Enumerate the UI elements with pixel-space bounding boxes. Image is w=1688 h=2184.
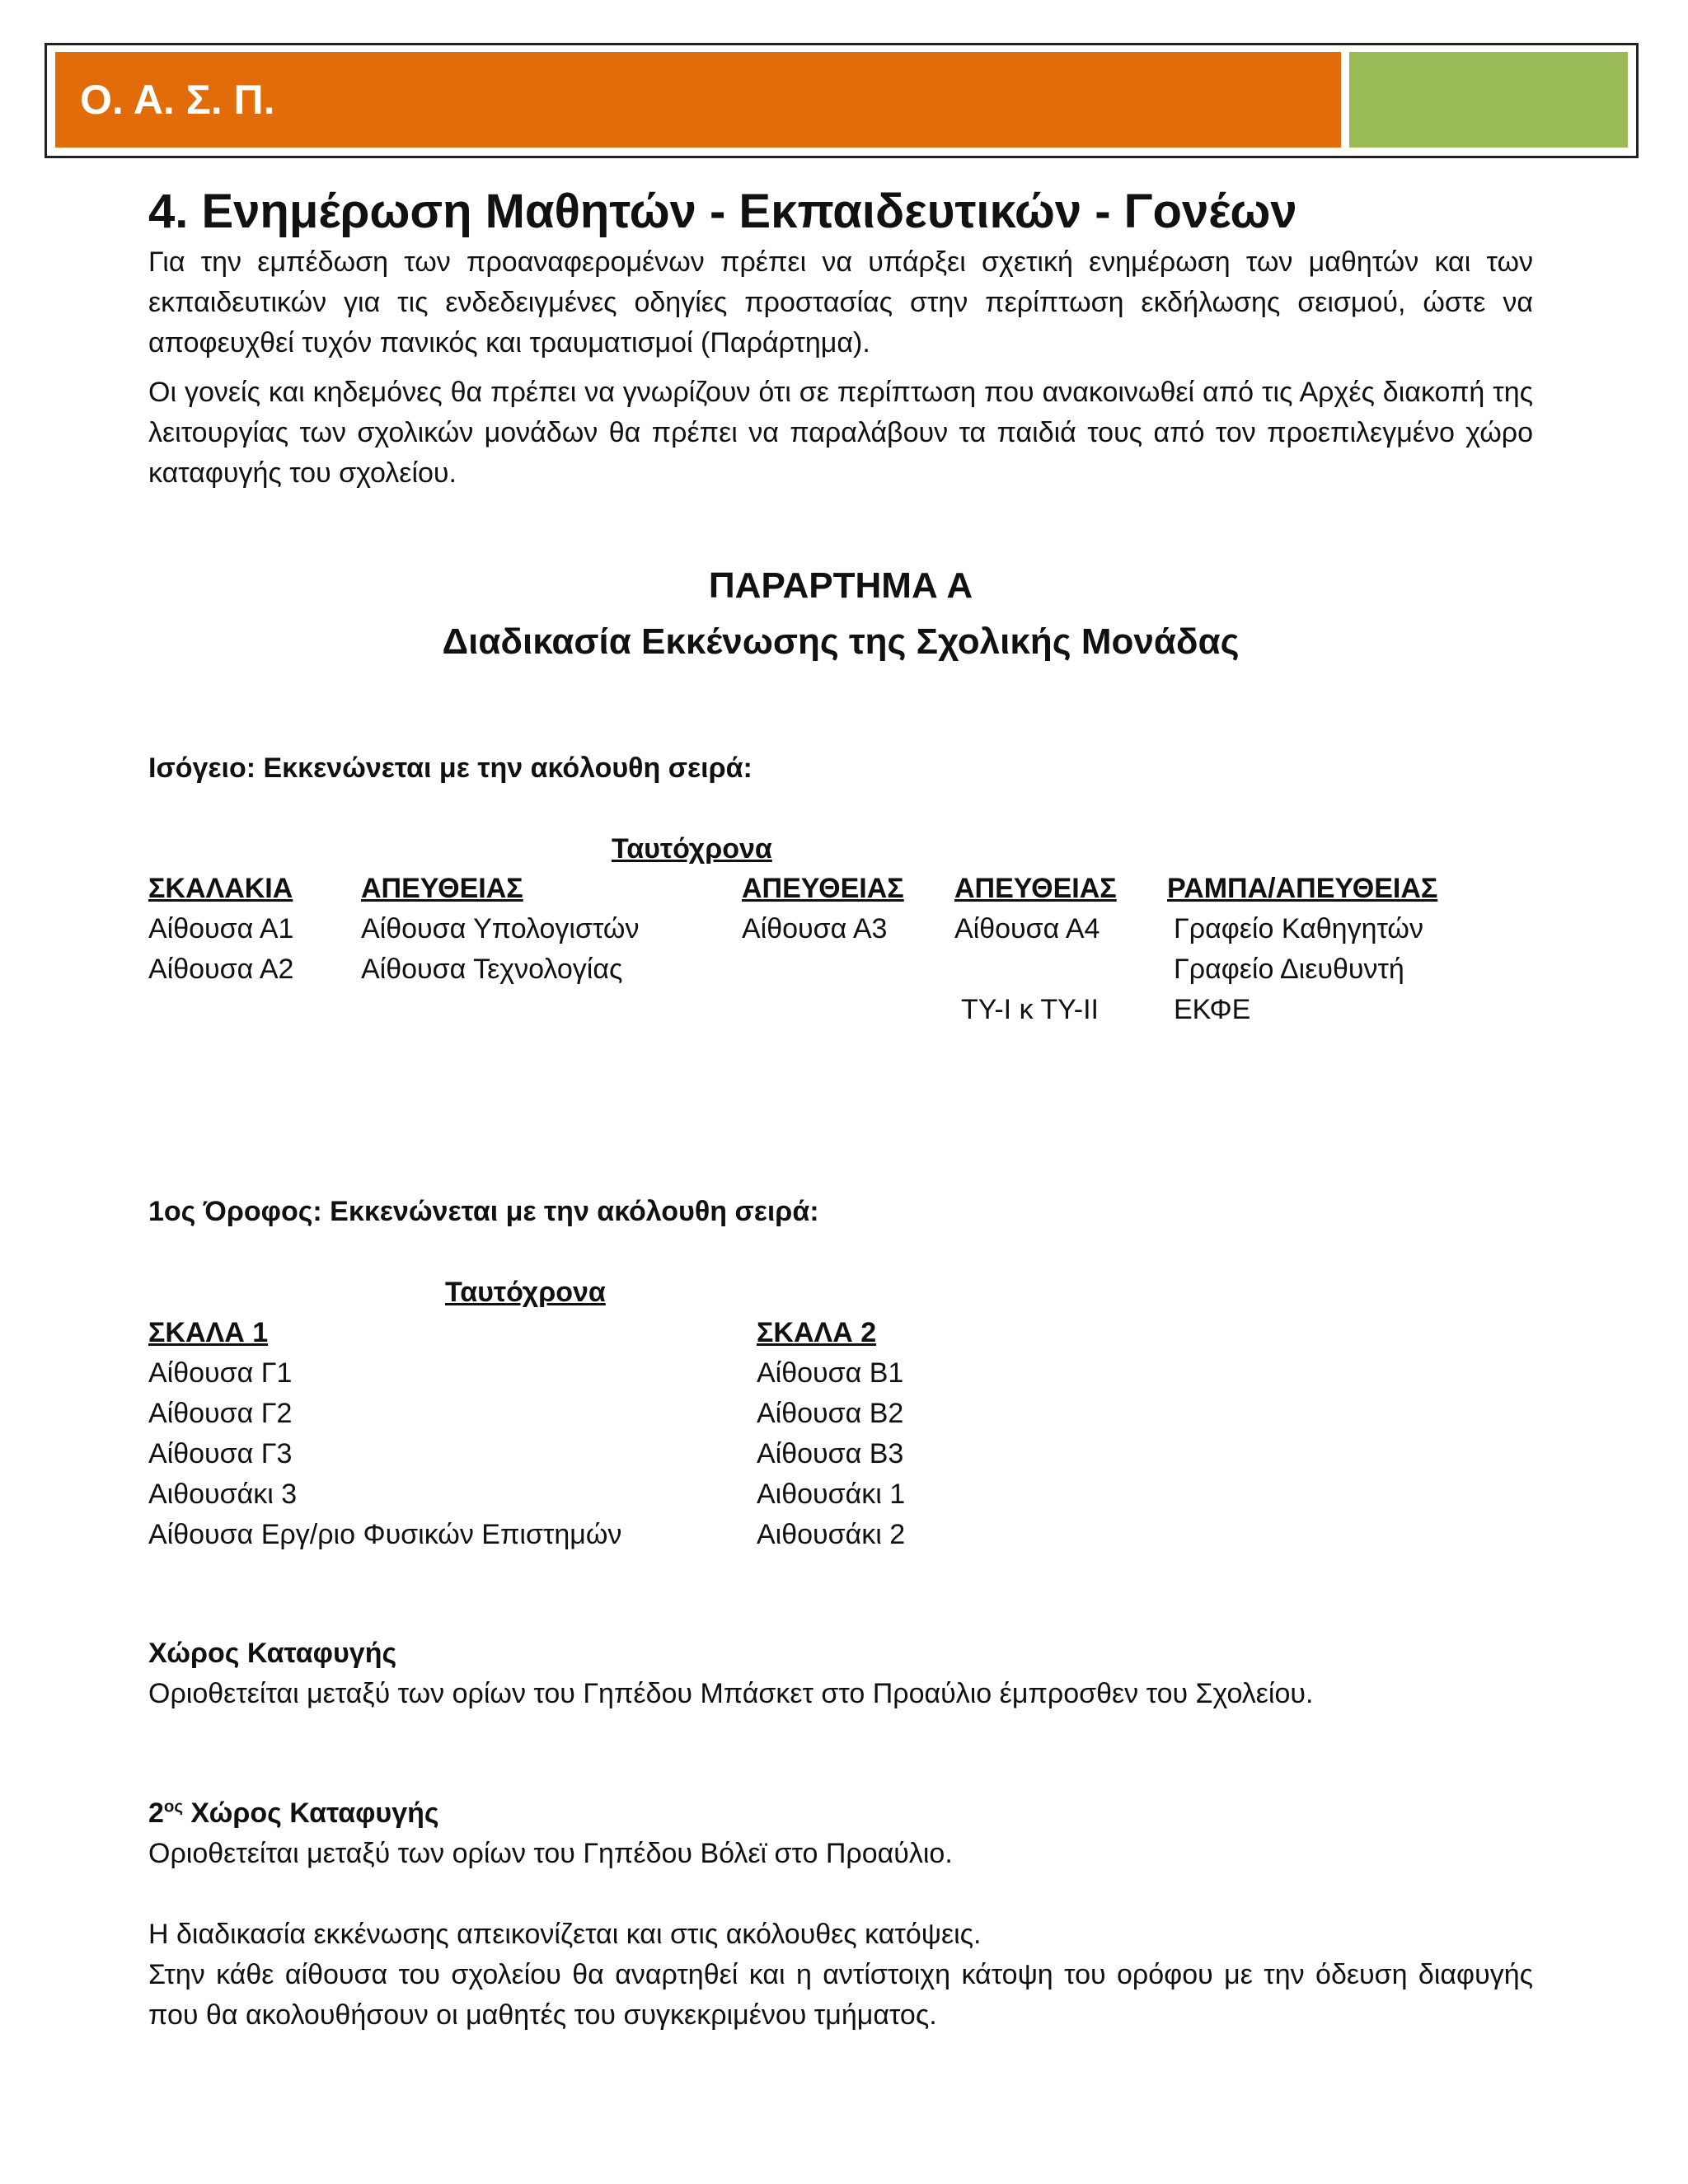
list-item: Αίθουσα Β3 xyxy=(757,1438,904,1469)
ground-floor-simultaneous: Ταυτόχρονα xyxy=(612,833,772,865)
list-item: ΤΥ-Ι κ ΤΥ-ΙΙ xyxy=(961,994,1099,1025)
column-header: ΣΚΑΛΑ 1 xyxy=(148,1317,269,1348)
list-item: Αίθουσα Β2 xyxy=(757,1398,904,1429)
shelter-2-heading-ordinal: ος xyxy=(163,1797,183,1816)
first-floor-simultaneous: Ταυτόχρονα xyxy=(445,1277,606,1308)
column-header: ΑΠΕΥΘΕΙΑΣ xyxy=(954,873,1117,904)
paragraph-2: Οι γονείς και κηδεμόνες θα πρέπει να γνωρίζουν ότι σε περίπτωση που ανακοινωθεί από τις Αρχές διακοπή της λειτουργίας των σχολικών μονάδων θα πρέπει να παραλάβουν τα παιδιά τους από τον προεπιλεγμένο χώρο καταφυγής του σχολείου. xyxy=(148,377,1533,489)
appendix-subtitle: Διαδικασία Εκκένωσης της Σχολικής Μονάδας xyxy=(442,621,1240,662)
list-item: Γραφείο Διευθυντή xyxy=(1174,954,1404,985)
list-item: Αιθουσάκι 1 xyxy=(757,1479,906,1510)
list-item: Αιθουσάκι 2 xyxy=(757,1519,906,1550)
shelter-2-heading-text: Χώρος Καταφυγής xyxy=(182,1797,439,1829)
closing-paragraph-2: Στην κάθε αίθουσα του σχολείου θα αναρτηθεί και η αντίστοιχη κάτοψη του ορόφου με την όδευση διαφυγής που θα ακολουθήσουν οι μαθητές του συγκεκριμένου τμήματος. xyxy=(148,1959,1533,2031)
column-header: ΑΠΕΥΘΕΙΑΣ xyxy=(361,873,523,904)
section-heading: 4. Ενημέρωση Μαθητών - Εκπαιδευτικών - Γονέων xyxy=(148,185,1297,238)
column-header: ΑΠΕΥΘΕΙΑΣ xyxy=(742,873,904,904)
shelter-2-text: Οριοθετείται μεταξύ των ορίων του Γηπέδου Βόλεϊ στο Προαύλιο. xyxy=(148,1838,953,1869)
shelter-2-heading-number: 2 xyxy=(148,1797,164,1829)
list-item: Αίθουσα Εργ/ριο Φυσικών Επιστημών xyxy=(148,1519,622,1550)
ground-floor-label: Ισόγειο: Εκκενώνεται με την ακόλουθη σειρά: xyxy=(148,752,753,784)
list-item: Αίθουσα Α1 xyxy=(148,913,294,944)
shelter-1-heading: Χώρος Καταφυγής xyxy=(148,1638,397,1669)
list-item: Αίθουσα Γ3 xyxy=(148,1438,293,1469)
list-item: Γραφείο Καθηγητών xyxy=(1174,913,1423,944)
first-floor-label: 1ος Όροφος: Εκκενώνεται με την ακόλουθη σειρά: xyxy=(148,1196,819,1227)
paragraph-1: Για την εμπέδωση των προαναφερομένων πρέπει να υπάρξει σχετική ενημέρωση των μαθητών και των εκπαιδευτικών για τις ενδεδειγμένες οδηγίες προστασίας στην περίπτωση εκδήλωσης σεισμού, ώστε να αποφευχθεί τυχόν πανικός και τραυματισμοί (Παράρτημα). xyxy=(148,246,1533,359)
header-green-block xyxy=(1349,52,1628,148)
list-item: Αίθουσα Υπολογιστών xyxy=(361,913,640,944)
shelter-1-text: Οριοθετείται μεταξύ των ορίων του Γηπέδου Μπάσκετ στο Προαύλιο έμπροσθεν του Σχολείου. xyxy=(148,1678,1314,1709)
list-item: Αίθουσα Α2 xyxy=(148,954,294,985)
list-item: Αίθουσα Τεχνολογίας xyxy=(361,954,623,985)
list-item: Αίθουσα Γ1 xyxy=(148,1357,293,1389)
list-item: Αιθουσάκι 3 xyxy=(148,1479,298,1510)
list-item: Αίθουσα Α4 xyxy=(954,913,1100,944)
list-item: ΕΚΦΕ xyxy=(1174,994,1251,1025)
list-item: Αίθουσα Γ2 xyxy=(148,1398,293,1429)
column-header: ΡΑΜΠΑ/ΑΠΕΥΘΕΙΑΣ xyxy=(1167,873,1438,904)
closing-line-1: Η διαδικασία εκκένωσης απεικονίζεται και στις ακόλουθες κατόψεις. xyxy=(148,1919,982,1950)
column-header: ΣΚΑΛΑ 2 xyxy=(757,1317,877,1348)
shelter-2-heading xyxy=(148,1793,439,1834)
header-title: Ο. Α. Σ. Π. xyxy=(80,77,275,123)
list-item: Αίθουσα Β1 xyxy=(757,1357,904,1389)
header-frame xyxy=(45,43,1639,158)
list-item: Αίθουσα Α3 xyxy=(742,913,888,944)
column-header: ΣΚΑΛΑΚΙΑ xyxy=(148,873,293,904)
header-orange-band xyxy=(55,52,1341,148)
appendix-title: ΠΑΡΑΡΤΗΜΑ Α xyxy=(708,565,973,606)
